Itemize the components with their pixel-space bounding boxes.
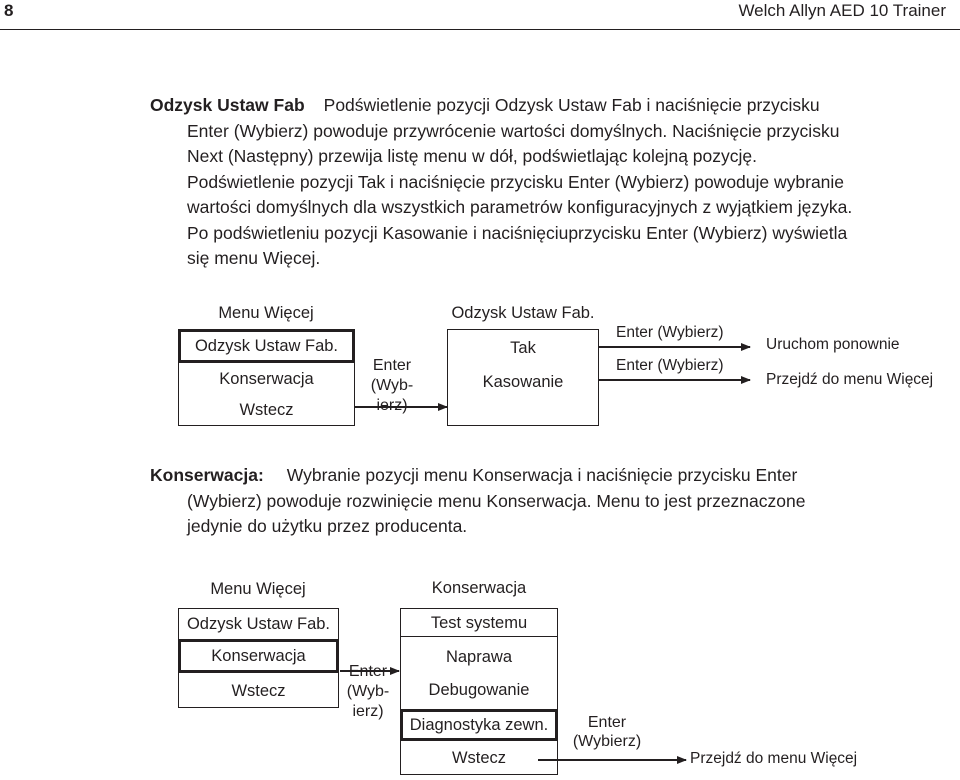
running-title: Welch Allyn AED 10 Trainer	[738, 1, 946, 20]
arrow-label: Enter (Wybierz)	[616, 324, 724, 341]
page-number: 8	[4, 1, 14, 20]
submenu-item-kasowanie[interactable]: Kasowanie	[482, 373, 564, 391]
result-label: Przejdź do menu Więcej	[690, 750, 858, 767]
menu-title: Menu Więcej	[218, 304, 314, 322]
paragraph-line: (Wybierz) powoduje rozwinięcie menu Konserwacja. Menu to jest przeznaczone	[187, 490, 806, 511]
menu-item-odzysk-ustaw-fab[interactable]: Odzysk Ustaw Fab.	[186, 615, 331, 633]
enter-label-line: ierz)	[376, 397, 408, 414]
result-label: Przejdź do menu Więcej	[766, 371, 934, 388]
paragraph-line: się menu Więcej.	[187, 248, 321, 268]
paragraph-line: Wybranie pozycji menu Konserwacja i naciśnięcie przycisku Enter	[286, 465, 798, 485]
enter-label-line: (Wyb-	[346, 683, 390, 700]
paragraph-line: jedynie do użytku przez producenta.	[187, 516, 468, 536]
section-term: Konserwacja:	[150, 465, 264, 485]
enter-label-line: Enter	[587, 714, 627, 731]
menu-item-konserwacja[interactable]: Konserwacja	[178, 639, 339, 673]
menu-title: Menu Więcej	[210, 580, 306, 598]
paragraph-line: Next (Następny) przewija listę menu w dół, podświetlając kolejną pozycję.	[187, 146, 757, 166]
enter-label	[565, 713, 649, 751]
result-label: Uruchom ponownie	[766, 336, 900, 353]
paragraph-line: wartości domyślnych dla wszystkich parametrów konfiguracyjnych z wyjątkiem języka.	[187, 197, 853, 217]
enter-label-line: Enter	[348, 663, 388, 680]
menu-item-konserwacja[interactable]: Konserwacja	[219, 370, 314, 388]
menu-item-wstecz[interactable]: Wstecz	[231, 682, 286, 700]
paragraph-line: Podświetlenie pozycji Odzysk Ustaw Fab i naciśnięcie przycisku	[323, 95, 820, 115]
menu-item-wstecz[interactable]: Wstecz	[239, 401, 294, 419]
section-term: Odzysk Ustaw Fab	[150, 95, 305, 115]
paragraph-line: Podświetlenie pozycji Tak i naciśnięcie przycisku Enter (Wybierz) powoduje wybranie	[187, 171, 845, 192]
enter-label-line: ierz)	[352, 703, 384, 720]
submenu-title: Konserwacja	[431, 579, 527, 597]
menu-item-odzysk-ustaw-fab[interactable]: Odzysk Ustaw Fab.	[178, 329, 355, 363]
paragraph-line: Enter (Wybierz) powoduje przywrócenie wartości domyślnych. Naciśnięcie przycisku	[187, 120, 840, 141]
submenu-item-naprawa[interactable]: Naprawa	[445, 648, 513, 666]
submenu-title: Odzysk Ustaw Fab.	[451, 304, 595, 322]
submenu-item-debugowanie[interactable]: Debugowanie	[428, 681, 530, 699]
paragraph-line: Po podświetleniu pozycji Kasowanie i naciśnięciuprzycisku Enter (Wybierz) wyświetla	[187, 222, 848, 243]
enter-label-line: Enter	[372, 357, 412, 374]
submenu-item-diagnostyka-zewn[interactable]: Diagnostyka zewn.	[400, 709, 558, 741]
enter-label-line: (Wybierz)	[572, 733, 642, 750]
submenu-item-test-systemu[interactable]: Test systemu	[400, 609, 558, 637]
enter-label	[338, 662, 398, 722]
arrow-label: Enter (Wybierz)	[616, 357, 724, 374]
enter-label-line: (Wyb-	[370, 377, 414, 394]
submenu-item-wstecz[interactable]: Wstecz	[451, 749, 507, 767]
submenu-item-tak[interactable]: Tak	[510, 339, 536, 357]
